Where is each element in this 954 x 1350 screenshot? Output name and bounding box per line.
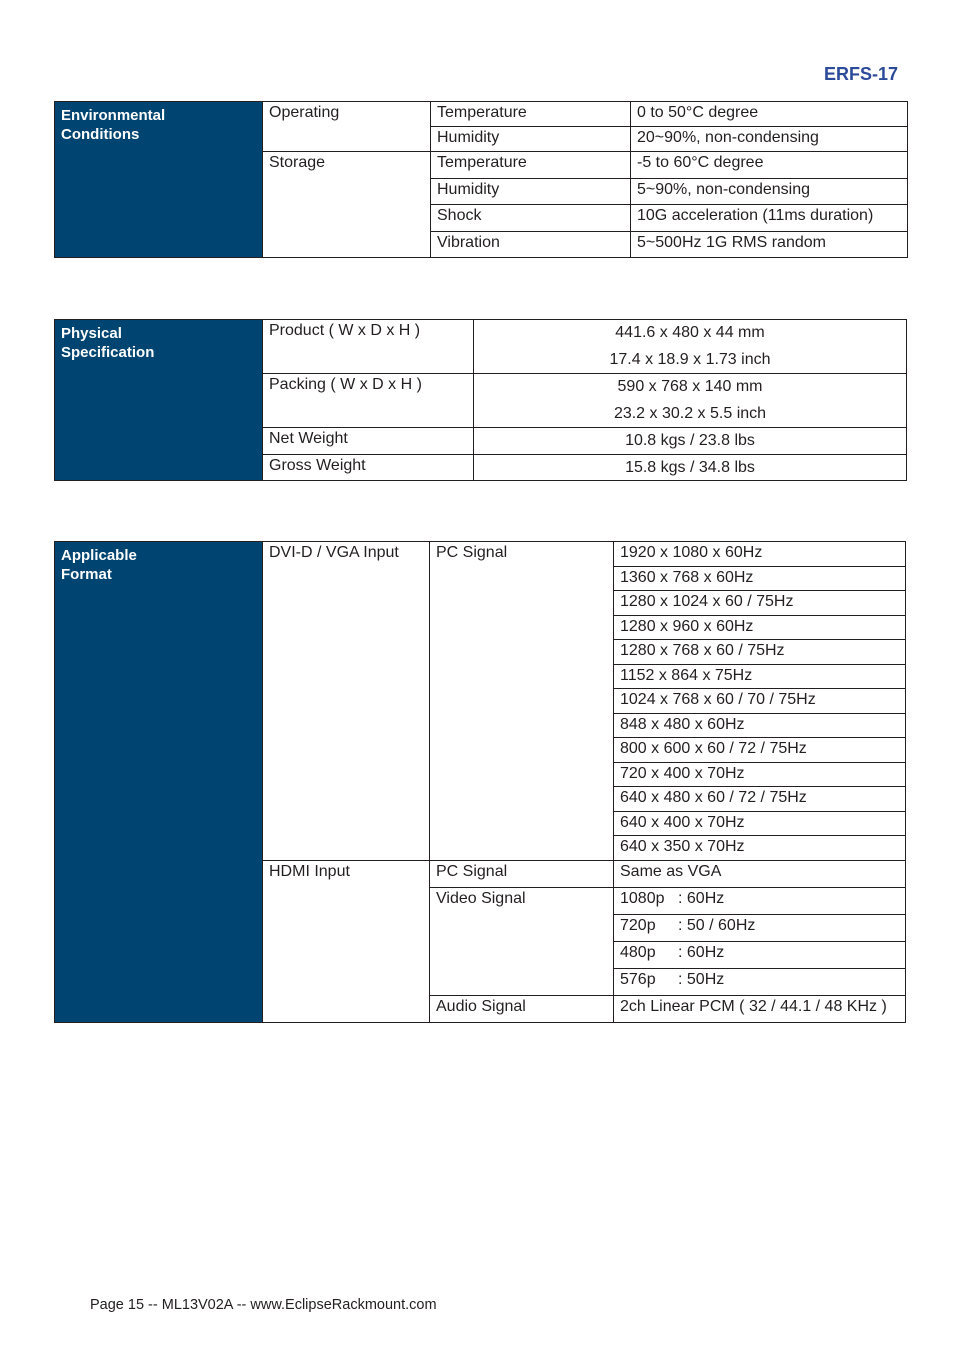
video-mode-cell: 720p : 50 / 60Hz	[614, 915, 906, 942]
value-cell: 10G acceleration (11ms duration)	[631, 205, 908, 232]
packing-dimensions-label: Packing ( W x D x H )	[263, 374, 474, 428]
video-mode-cell: 576p : 50Hz	[614, 969, 906, 996]
param-cell: Temperature	[431, 102, 631, 127]
mode-cell: 848 x 480 x 60Hz	[614, 714, 906, 738]
storage-label: Storage	[263, 152, 431, 258]
net-weight-label: Net Weight	[263, 428, 474, 455]
value-cell: 5~500Hz 1G RMS random	[631, 232, 908, 258]
mode-cell: 720 x 400 x 70Hz	[614, 763, 906, 787]
mode-cell: 1280 x 960 x 60Hz	[614, 616, 906, 640]
video-mode-cell: 1080p : 60Hz	[614, 888, 906, 915]
environmental-heading: Environmental Conditions	[55, 102, 263, 258]
mode-cell: 1360 x 768 x 60Hz	[614, 567, 906, 591]
document-id: ERFS-17	[823, 64, 898, 84]
hdmi-input-label: HDMI Input	[263, 861, 430, 1023]
param-cell: Humidity	[431, 127, 631, 152]
physical-heading: Physical Specification	[55, 320, 263, 481]
product-dimensions-label: Product ( W x D x H )	[263, 320, 474, 374]
mode-cell: 1280 x 1024 x 60 / 75Hz	[614, 591, 906, 616]
mode-cell: 1280 x 768 x 60 / 75Hz	[614, 640, 906, 665]
environmental-table	[54, 101, 908, 258]
pc-signal-label: PC Signal	[430, 861, 614, 888]
value-cell: 17.4 x 18.9 x 1.73 inch	[474, 347, 907, 374]
value-cell: 0 to 50°C degree	[631, 102, 908, 127]
param-cell: Humidity	[431, 179, 631, 205]
mode-cell: 1024 x 768 x 60 / 70 / 75Hz	[614, 689, 906, 714]
applicable-format-table	[54, 541, 906, 1023]
video-mode-cell: 480p : 60Hz	[614, 942, 906, 969]
mode-cell: 640 x 480 x 60 / 72 / 75Hz	[614, 787, 906, 812]
value-cell: 15.8 kgs / 34.8 lbs	[474, 455, 907, 481]
applicable-heading: Applicable Format	[55, 542, 263, 1023]
mode-cell: 640 x 350 x 70Hz	[614, 836, 906, 861]
value-cell: 5~90%, non-condensing	[631, 179, 908, 205]
value-cell: 20~90%, non-condensing	[631, 127, 908, 152]
value-cell: 441.6 x 480 x 44 mm	[474, 320, 907, 347]
value-cell: 10.8 kgs / 23.8 lbs	[474, 428, 907, 455]
pc-signal-label: PC Signal	[430, 542, 614, 861]
param-cell: Temperature	[431, 152, 631, 179]
value-cell: -5 to 60°C degree	[631, 152, 908, 179]
mode-cell: 800 x 600 x 60 / 72 / 75Hz	[614, 738, 906, 763]
dvi-vga-input-label: DVI-D / VGA Input	[263, 542, 430, 861]
param-cell: Shock	[431, 205, 631, 232]
value-cell: 23.2 x 30.2 x 5.5 inch	[474, 401, 907, 428]
operating-label: Operating	[263, 102, 431, 152]
audio-signal-label: Audio Signal	[430, 996, 614, 1023]
gross-weight-label: Gross Weight	[263, 455, 474, 481]
mode-cell: 1152 x 864 x 75Hz	[614, 665, 906, 689]
mode-cell: 640 x 400 x 70Hz	[614, 812, 906, 836]
mode-cell: Same as VGA	[614, 861, 906, 888]
audio-value-cell: 2ch Linear PCM ( 32 / 44.1 / 48 KHz )	[614, 996, 906, 1023]
value-cell: 590 x 768 x 140 mm	[474, 374, 907, 401]
video-signal-label: Video Signal	[430, 888, 614, 996]
page-footer: Page 15 -- ML13V02A -- www.EclipseRackmount.com	[90, 1297, 437, 1313]
physical-table	[54, 319, 907, 481]
mode-cell: 1920 x 1080 x 60Hz	[614, 542, 906, 567]
param-cell: Vibration	[431, 232, 631, 258]
